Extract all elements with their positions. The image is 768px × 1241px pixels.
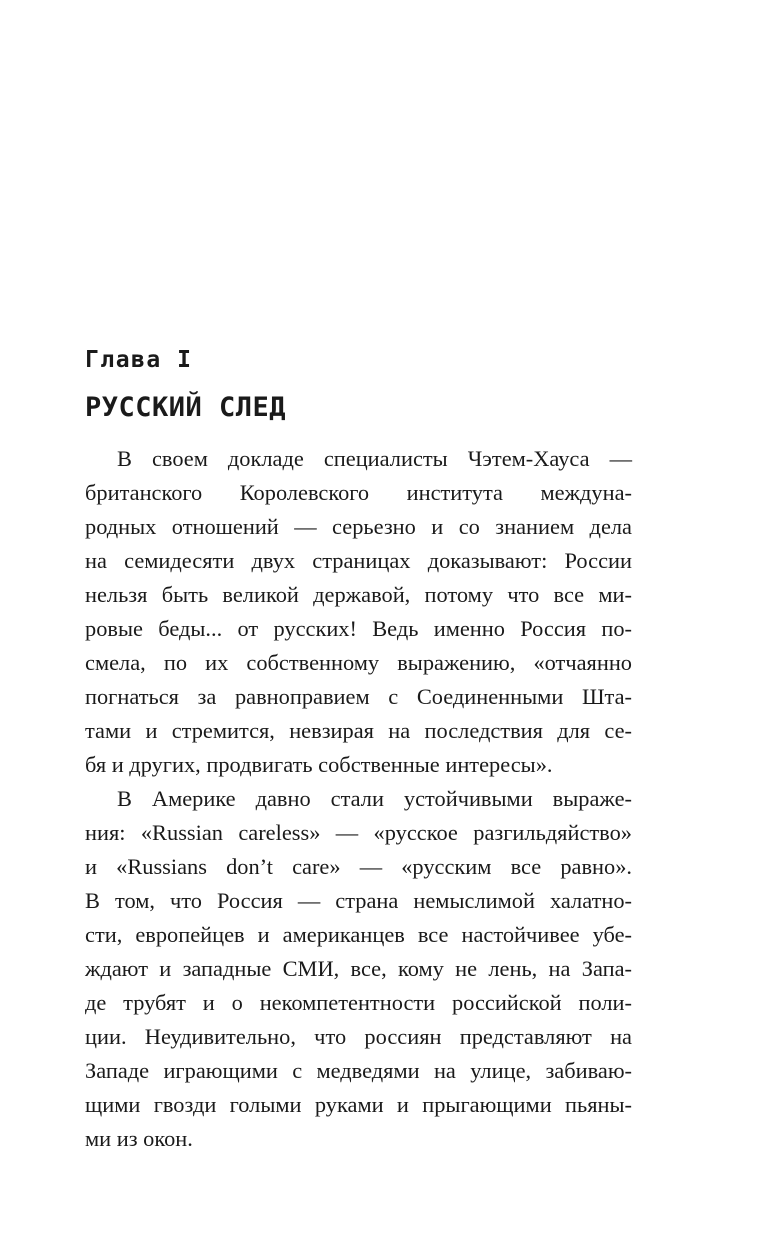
text-line: бя и других, продвигать собственные интересы». [85,752,553,777]
text-line: В том, что Россия — страна немыслимой халатно- [85,888,632,913]
text-line: на семидесяти двух страницах доказывают: России [85,548,632,573]
text-line: тами и стремится, невзирая на последствия для се- [85,718,632,743]
text-line: погнаться за равноправием с Соединенными Шта- [85,684,632,709]
paragraph-2 [85,782,632,1156]
text-line: сти, европейцев и американцев все настойчивее убе- [85,922,632,947]
text-line: британского Королевского института междуна- [85,480,632,505]
text-line: Западе играющими с медведями на улице, забиваю- [85,1058,632,1083]
chapter-title: РУССКИЙ СЛЕД [85,392,287,423]
text-line: ждают и западные СМИ, все, кому не лень, на Запа- [85,956,632,981]
text-line: ния: «Russian careless» — «русское разгильдяйство» [85,820,632,845]
text-line: де трубят и о некомпетентности российской поли- [85,990,632,1015]
chapter-body [85,442,632,1156]
text-line: ми из окон. [85,1126,193,1151]
text-line: и «Russians don’t care» — «русским все равно». [85,854,632,879]
text-line: щими гвозди голыми руками и прыгающими пьяны- [85,1092,632,1117]
chapter-label: Глава I [85,347,193,373]
text-line: ции. Неудивительно, что россиян представляют на [85,1024,632,1049]
text-line: смела, по их собственному выражению, «отчаянно [85,650,632,675]
text-line: родных отношений — серьезно и со знанием дела [85,514,632,539]
text-line: нельзя быть великой державой, потому что все ми- [85,582,632,607]
text-line: В своем докладе специалисты Чэтем-Хауса — [117,446,632,471]
text-line: В Америке давно стали устойчивыми выраже- [117,786,632,811]
text-line: ровые беды... от русских! Ведь именно Россия по- [85,616,632,641]
paragraph-1 [85,442,632,782]
